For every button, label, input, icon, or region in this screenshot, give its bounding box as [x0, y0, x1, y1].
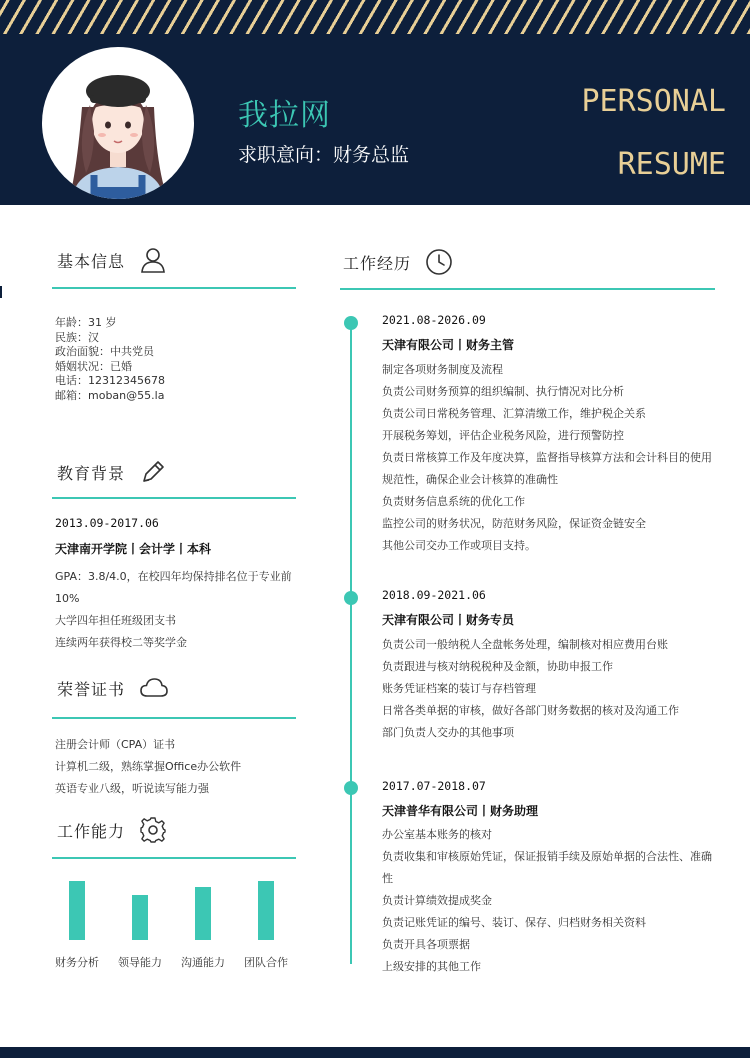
job-duties [382, 824, 712, 978]
skills-rule [52, 857, 296, 859]
basic-info-rule [52, 287, 296, 289]
job-company: 天津普华有限公司丨财务助理 [382, 804, 539, 818]
honor-cpa: 注册会计师（CPA）证书 [55, 738, 176, 751]
job-company: 天津有限公司丨财务主管 [382, 338, 515, 352]
duty-item: 监控公司的财务状况，防范财务风险，保证资金链安全 [382, 517, 646, 530]
personal-title: PERSONAL [581, 84, 726, 119]
duty-item: 负责收集和审核原始凭证，保证报销手续及原始单据的合法性、准确性 [382, 850, 712, 885]
work-rule [340, 288, 715, 290]
duty-item: 负责公司一般纳税人全盘帐务处理，编制核对相应费用台账 [382, 638, 668, 651]
info-political: 政治面貌：中共党员 [55, 345, 154, 358]
job-company: 天津有限公司丨财务专员 [382, 613, 515, 627]
work-heading [343, 248, 453, 276]
skill-label-communication: 沟通能力 [181, 956, 225, 969]
duty-item: 部门负责人交办的其他事项 [382, 726, 514, 739]
education-school: 天津南开学院丨会计学丨本科 [55, 542, 212, 556]
education-heading [57, 458, 167, 486]
basic-info-heading [57, 246, 167, 274]
info-email: 邮箱：moban@55.la [55, 388, 165, 402]
duty-item: 上级安排的其他工作 [382, 960, 481, 973]
job-duties [382, 634, 712, 744]
duty-item: 负责公司日常税务管理、汇算清缴工作，维护税企关系 [382, 407, 646, 420]
job-period: 2018.09-2021.06 [382, 588, 486, 602]
skills-heading [57, 816, 167, 844]
basic-info-title: 基本信息 [57, 251, 126, 271]
avatar [42, 47, 194, 199]
avatar-illustration [42, 47, 194, 199]
duty-item: 负责公司财务预算的组织编制、执行情况对比分析 [382, 385, 624, 398]
decorative-stripes [0, 0, 750, 34]
duty-item: 账务凭证档案的装订与存档管理 [382, 682, 536, 695]
skill-bar-leadership [132, 895, 148, 940]
honors-rule [52, 717, 296, 719]
education-gpa: GPA：3.8/4.0，在校四年均保持排名位于专业前10% [55, 570, 292, 605]
duty-item: 其他公司交办工作或项目支持。 [382, 539, 536, 552]
info-ethnicity: 民族：汉 [55, 330, 99, 344]
honors-heading [57, 676, 169, 700]
resume-title: RESUME [617, 147, 726, 182]
duty-item: 负责记账凭证的编号、装订、保存、归档财务相关资料 [382, 916, 646, 929]
education-period: 2013.09-2017.06 [55, 516, 159, 530]
skill-bar-teamwork [258, 881, 274, 940]
education-title: 教育背景 [57, 463, 126, 483]
info-phone: 电话：12312345678 [55, 374, 165, 387]
duty-item: 负责开具各项票据 [382, 938, 470, 951]
info-age: 年龄：31 岁 [55, 316, 117, 329]
skill-label-leadership: 领导能力 [118, 956, 162, 969]
duty-item: 日常各类单据的审核，做好各部门财务数据的核对及沟通工作 [382, 704, 679, 717]
footer-bar [0, 1047, 750, 1058]
education-role: 大学四年担任班级团支书 [55, 614, 176, 627]
duty-item: 办公室基本账务的核对 [382, 828, 492, 841]
duty-item: 负责跟进与核对纳税税种及金额，协助申报工作 [382, 660, 613, 673]
honors-title: 荣誉证书 [57, 679, 126, 699]
timeline-dot [344, 591, 358, 605]
basic-info-list [55, 316, 165, 403]
pencil-icon [139, 458, 167, 486]
skill-bar-financial-analysis [69, 881, 85, 940]
user-icon [139, 246, 167, 274]
edge-mark [0, 286, 2, 298]
work-title: 工作经历 [343, 253, 412, 273]
duty-item: 负责日常核算工作及年度决算，监督指导核算方法和会计科目的使用规范性，确保企业会计核算的准确性 [382, 451, 712, 486]
duty-item: 制定各项财务制度及流程 [382, 363, 503, 376]
honor-computer: 计算机二级，熟练掌握Office办公软件 [55, 760, 242, 773]
honors-list [55, 734, 295, 800]
clock-icon [425, 248, 453, 276]
resume-header [0, 0, 750, 205]
job-period: 2017.07-2018.07 [382, 779, 486, 793]
skills-title: 工作能力 [57, 821, 126, 841]
job-intent: 求职意向：财务总监 [238, 144, 410, 166]
cloud-icon [139, 676, 169, 700]
duty-item: 负责计算绩效提成奖金 [382, 894, 492, 907]
timeline-dot [344, 781, 358, 795]
duty-item: 负责财务信息系统的优化工作 [382, 495, 525, 508]
skill-label-teamwork: 团队合作 [244, 956, 288, 969]
skill-bar-communication [195, 887, 211, 940]
honor-english: 英语专业八级，听说读写能力强 [55, 782, 209, 795]
skill-label-financial-analysis: 财务分析 [55, 956, 99, 969]
skills-chart [52, 870, 298, 970]
info-marital: 婚姻状况：已婚 [55, 359, 132, 373]
job-duties [382, 359, 712, 557]
candidate-name: 我拉网 [238, 98, 331, 133]
education-details [55, 566, 295, 654]
education-rule [52, 497, 296, 499]
timeline-line [350, 322, 352, 964]
timeline-dot [344, 316, 358, 330]
duty-item: 开展税务筹划，评估企业税务风险，进行预警防控 [382, 429, 624, 442]
gear-icon [139, 816, 167, 844]
education-scholarship: 连续两年获得校二等奖学金 [55, 636, 187, 649]
job-period: 2021.08-2026.09 [382, 313, 486, 327]
